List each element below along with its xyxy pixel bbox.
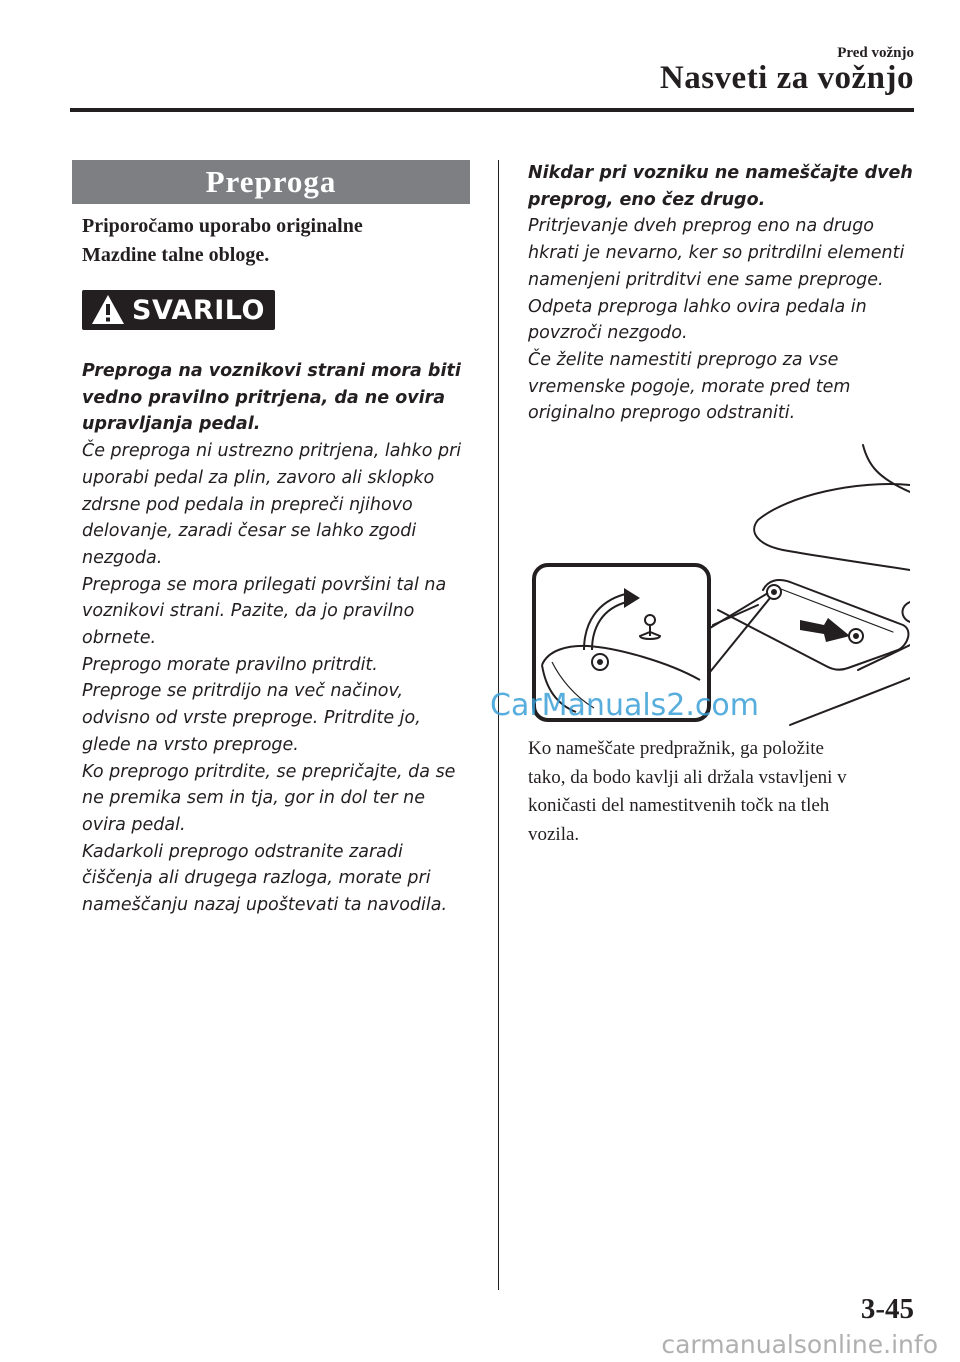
warning-text-line: Če preproga ni ustrezno pritrjena, lahko pri — [82, 441, 462, 462]
warning-block-2 — [528, 160, 918, 427]
warning-text-line: Ko preprogo pritrdite, se prepričajte, da se — [82, 761, 456, 782]
page-number: 3-45 — [860, 1293, 914, 1325]
warning-badge — [82, 290, 275, 330]
footer-site-link[interactable]: carmanualsonline.info — [661, 1330, 938, 1359]
intro-line: Priporočamo uporabo originalne — [82, 215, 363, 237]
intro-line: Mazdine talne obloge. — [82, 244, 270, 266]
warning-text-line: povzroči nezgodo. — [528, 323, 688, 344]
warning-text-line: nameščanju nazaj upoštevati ta navodila. — [82, 895, 448, 916]
warning-text-line: vremenske pogoje, morate pred tem — [528, 376, 851, 397]
warning-text-line: delovanje, zaradi česar se lahko zgodi — [82, 521, 417, 542]
caption-line: tako, da bodo kavlji ali držala vstavljeni v — [528, 766, 847, 788]
warning-text-line: odvisno od vrste preproge. Pritrdite jo, — [82, 708, 421, 729]
floor-mat-illustration — [528, 440, 910, 728]
warning-text-line: ovira pedal. — [82, 814, 186, 835]
left-column — [82, 160, 472, 919]
warning-bold-line: Nikdar pri vozniku ne nameščajte dveh — [528, 163, 913, 183]
warning-label: SVARILO — [132, 294, 265, 326]
header-rule — [70, 108, 914, 112]
warning-text-line: uporabi pedal za plin, zavoro ali sklopko — [82, 467, 435, 488]
warning-text-line: zdrsne pod pedala in prepreči njihovo — [82, 494, 413, 515]
warning-text-line: Pritrjevanje dveh preprog eno na drugo — [528, 216, 875, 237]
warning-text-line: originalno preprogo odstraniti. — [528, 403, 796, 424]
watermark: CarManuals2.com — [490, 688, 760, 723]
seat-cushion-outline — [754, 484, 910, 570]
mat-grommets — [767, 585, 863, 643]
warning-bold-line: Preproga na voznikovi strani mora biti — [82, 361, 461, 381]
warning-text-line: obrnete. — [82, 628, 157, 649]
column-divider — [498, 160, 499, 1290]
figure-caption — [528, 735, 913, 849]
warning-text-line: nezgoda. — [82, 547, 163, 568]
direction-arrow — [800, 618, 850, 642]
chapter-subtitle: Pred vožnjo — [837, 45, 914, 61]
warning-text-line: Preproga se mora prilegati površini tal na — [82, 574, 447, 595]
warning-text-line: glede na vrsto preproge. — [82, 734, 299, 755]
warning-text-line: hkrati je nevarno, ker so pritrdilni elementi — [528, 243, 905, 264]
caption-line: koničasti del namestitvenih točk na tleh — [528, 795, 830, 816]
warning-bold-line: preprog, eno čez drugo. — [528, 189, 766, 210]
caption-line: Ko nameščate predpražnik, ga položite — [528, 738, 824, 759]
warning-block-1 — [82, 358, 472, 919]
warning-text-line: čiščenja ali drugega razloga, morate pri — [82, 868, 431, 889]
warning-text-line: Preproge se pritrdijo na več načinov, — [82, 681, 404, 702]
warning-text-line: voznikovi strani. Pazite, da jo pravilno — [82, 601, 415, 622]
warning-text-line: Odpeta preproga lahko ovira pedala in — [528, 296, 867, 317]
chapter-title: Nasveti za vožnjo — [659, 60, 914, 96]
seat-edge-outline — [903, 602, 911, 622]
warning-text-line: namenjeni pritrditvi ene same preproge. — [528, 269, 884, 290]
warning-text-line: Kadarkoli preprogo odstranite zaradi — [82, 841, 403, 862]
warning-bold-line: vedno pravilno pritrjena, da ne ovira — [82, 387, 446, 408]
warning-bold-line: upravljanja pedal. — [82, 414, 261, 435]
warning-text-line: Če želite namestiti preprogo za vse — [528, 349, 839, 370]
warning-text-line: ne premika sem in tja, gor in dol ter ne — [82, 788, 425, 809]
caption-line: vozila. — [528, 823, 580, 845]
section-title-banner: Preproga — [72, 160, 470, 204]
warning-triangle-icon — [90, 293, 126, 327]
warning-text-line: Preprogo morate pravilno pritrdit. — [82, 654, 378, 675]
section-intro — [82, 212, 472, 270]
